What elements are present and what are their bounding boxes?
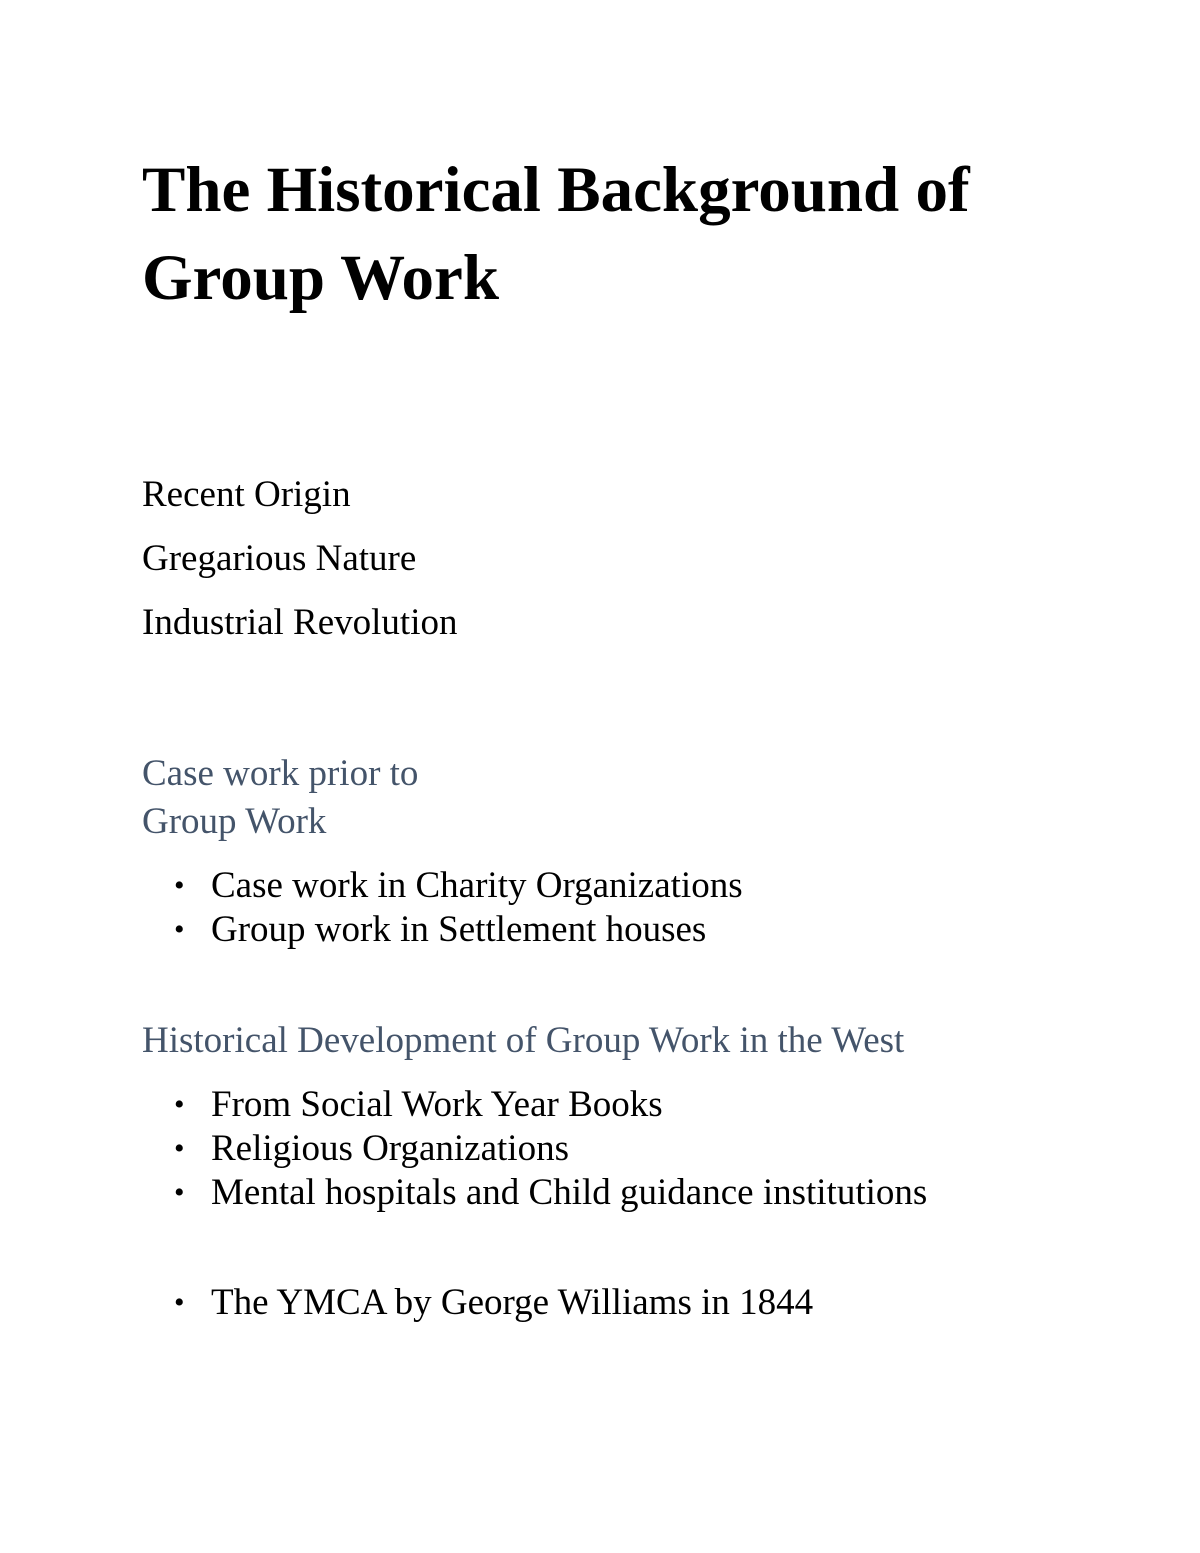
bullet-list-ymca — [142, 1281, 813, 1325]
bullet-icon: • — [174, 1286, 185, 1319]
list-item-text: From Social Work Year Books — [211, 1084, 663, 1125]
section-heading-line: Historical Development of Group Work in the West — [142, 1020, 905, 1061]
bullet-icon: • — [174, 1088, 185, 1121]
list-item — [142, 864, 743, 908]
intro-list — [142, 463, 458, 655]
list-item — [142, 1171, 927, 1215]
bullet-icon: • — [174, 869, 185, 902]
list-item — [142, 1127, 927, 1171]
bullet-list-casework — [142, 864, 743, 952]
section-heading-history — [142, 1017, 904, 1065]
list-item-text: Case work in Charity Organizations — [211, 865, 743, 906]
list-item — [142, 1083, 927, 1127]
list-item-text: Mental hospitals and Child guidance institutions — [211, 1172, 928, 1213]
bullet-icon: • — [174, 1176, 185, 1209]
list-item-text: The YMCA by George Williams in 1844 — [211, 1282, 814, 1323]
list-item — [142, 1281, 813, 1325]
intro-line-recent-origin: Recent Origin — [142, 474, 351, 515]
section-heading-line: Group Work — [142, 801, 327, 842]
page-title: The Historical Background of Group Work — [142, 154, 970, 314]
list-item — [142, 908, 743, 952]
bullet-icon: • — [174, 1132, 185, 1165]
list-item-text: Religious Organizations — [211, 1128, 569, 1169]
bullet-icon: • — [174, 913, 185, 946]
section-heading-casework — [142, 750, 418, 846]
section-heading-line: Case work prior to — [142, 753, 419, 794]
list-item-text: Group work in Settlement houses — [211, 909, 707, 950]
bullet-list-history — [142, 1083, 927, 1215]
intro-line-gregarious-nature: Gregarious Nature — [142, 538, 417, 579]
intro-line-industrial-revolution: Industrial Revolution — [142, 602, 458, 643]
